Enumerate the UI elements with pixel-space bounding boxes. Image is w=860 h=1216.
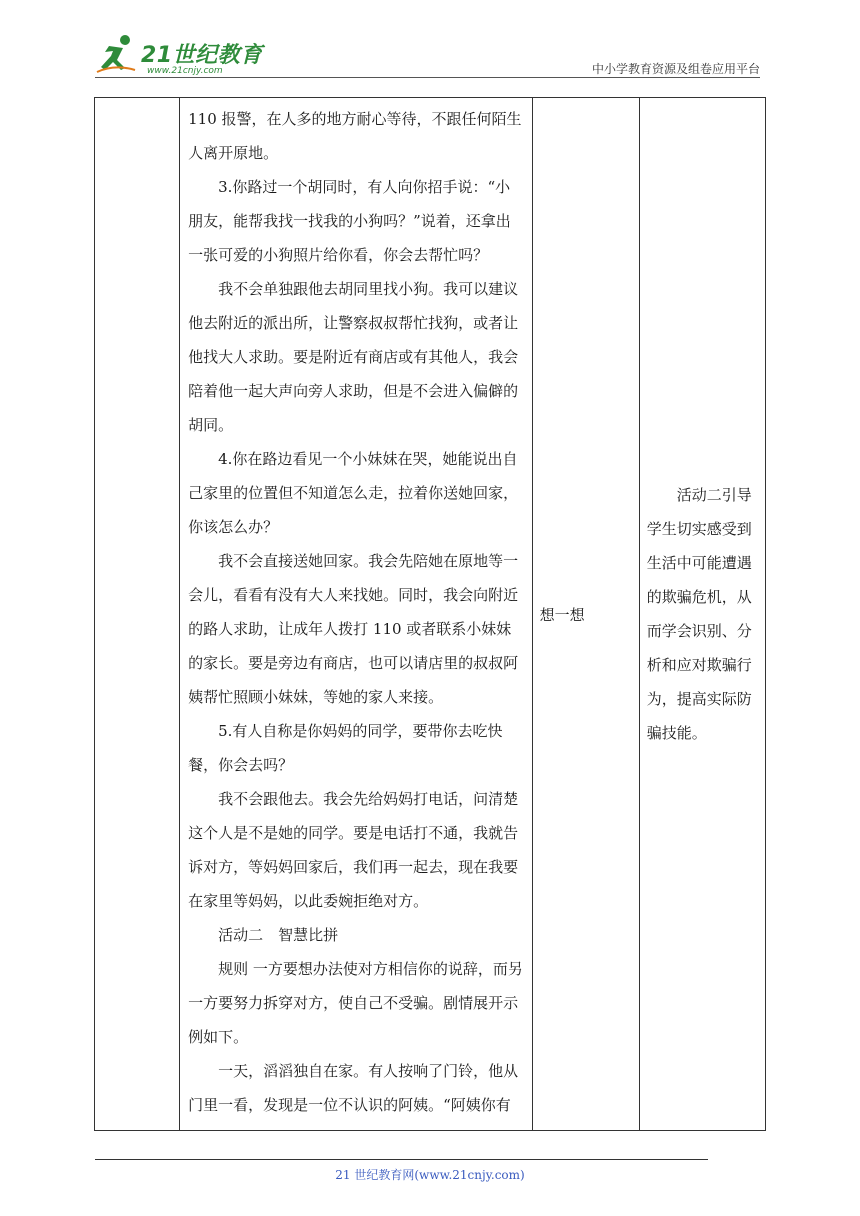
stage-cell: [95, 98, 180, 1131]
page-footer[interactable]: 21 世纪教育网(www.21cnjy.com): [335, 1168, 525, 1182]
content-paragraph: 3.你路过一个胡同时，有人向你招手说：“小朋友，能帮我找一找我的小狗吗？”说着，还拿出一张可爱的小狗照片给你看，你会去帮忙吗？: [188, 178, 511, 264]
header-divider: [95, 77, 760, 78]
content-paragraph: 我不会单独跟他去胡同里找小狗。我可以建议他去附近的派出所，让警察叔叔帮忙找狗，或者让他找大人求助。要是附近有商店或有其他人，我会陪着他一起大声向旁人求助，但是不会进入偏僻的胡同。: [188, 280, 519, 434]
content-paragraph: 一天，滔滔独自在家。有人按响了门铃，他从门里一看，发现是一位不认识的阿姨。“阿姨你有: [188, 1062, 519, 1114]
platform-caption: 中小学教育资源及组卷应用平台: [591, 62, 760, 76]
site-logo[interactable]: [95, 34, 265, 78]
content-paragraph: 我不会直接送她回家。我会先陪她在原地等一会儿，看看有没有大人来找她。同时，我会向附近的路人求助，让成年人拨打 110 或者联系小妹妹的家长。要是旁边有商店，也可以请店里的叔叔阿姨帮忙照顾小妹妹，等她的家人来接。: [188, 552, 519, 706]
content-paragraph: 规则 一方要想办法使对方相信你的说辞，而另一方要努力拆穿对方，使自己不受骗。剧情展开示例如下。: [188, 960, 523, 1046]
content-paragraph: 110 报警，在人多的地方耐心等待，不跟任何陌生人离开原地。: [188, 110, 522, 162]
content-paragraph: 4.你在路边看见一个小妹妹在哭，她能说出自己家里的位置但不知道怎么走，拉着你送她回家，你该怎么办？: [188, 450, 519, 536]
brand-name: 21世纪教育: [141, 43, 263, 68]
method-cell: [532, 98, 639, 1131]
content-paragraph: 5.有人自称是你妈妈的同学，要带你去吃快餐，你会去吗？: [188, 722, 503, 774]
content-paragraph: 我不会跟他去。我会先给妈妈打电话，问清楚这个人是不是她的同学。要是电话打不通，我就告诉对方，等妈妈回家后，我们再一起去，现在我要在家里等妈妈，以此委婉拒绝对方。: [188, 790, 519, 910]
method-text: 想一想: [539, 605, 585, 624]
lesson-table: [94, 97, 766, 1131]
intent-cell: [639, 98, 765, 1131]
page-header: [95, 28, 760, 80]
runner-logo-icon: [95, 34, 139, 74]
activity-content: [180, 98, 532, 1122]
activity-heading: 活动二 智慧比拼: [218, 926, 339, 944]
intent-text: 活动二引导学生切实感受到生活中可能遭遇的欺骗危机，从而学会识别、分析和应对欺骗行为，提高实际防骗技能。: [646, 486, 752, 742]
brand-url: www.21cnjy.com: [147, 66, 223, 76]
table-row: [95, 98, 766, 1131]
footer-divider: [95, 1159, 708, 1160]
activity-content-cell: [180, 98, 533, 1131]
